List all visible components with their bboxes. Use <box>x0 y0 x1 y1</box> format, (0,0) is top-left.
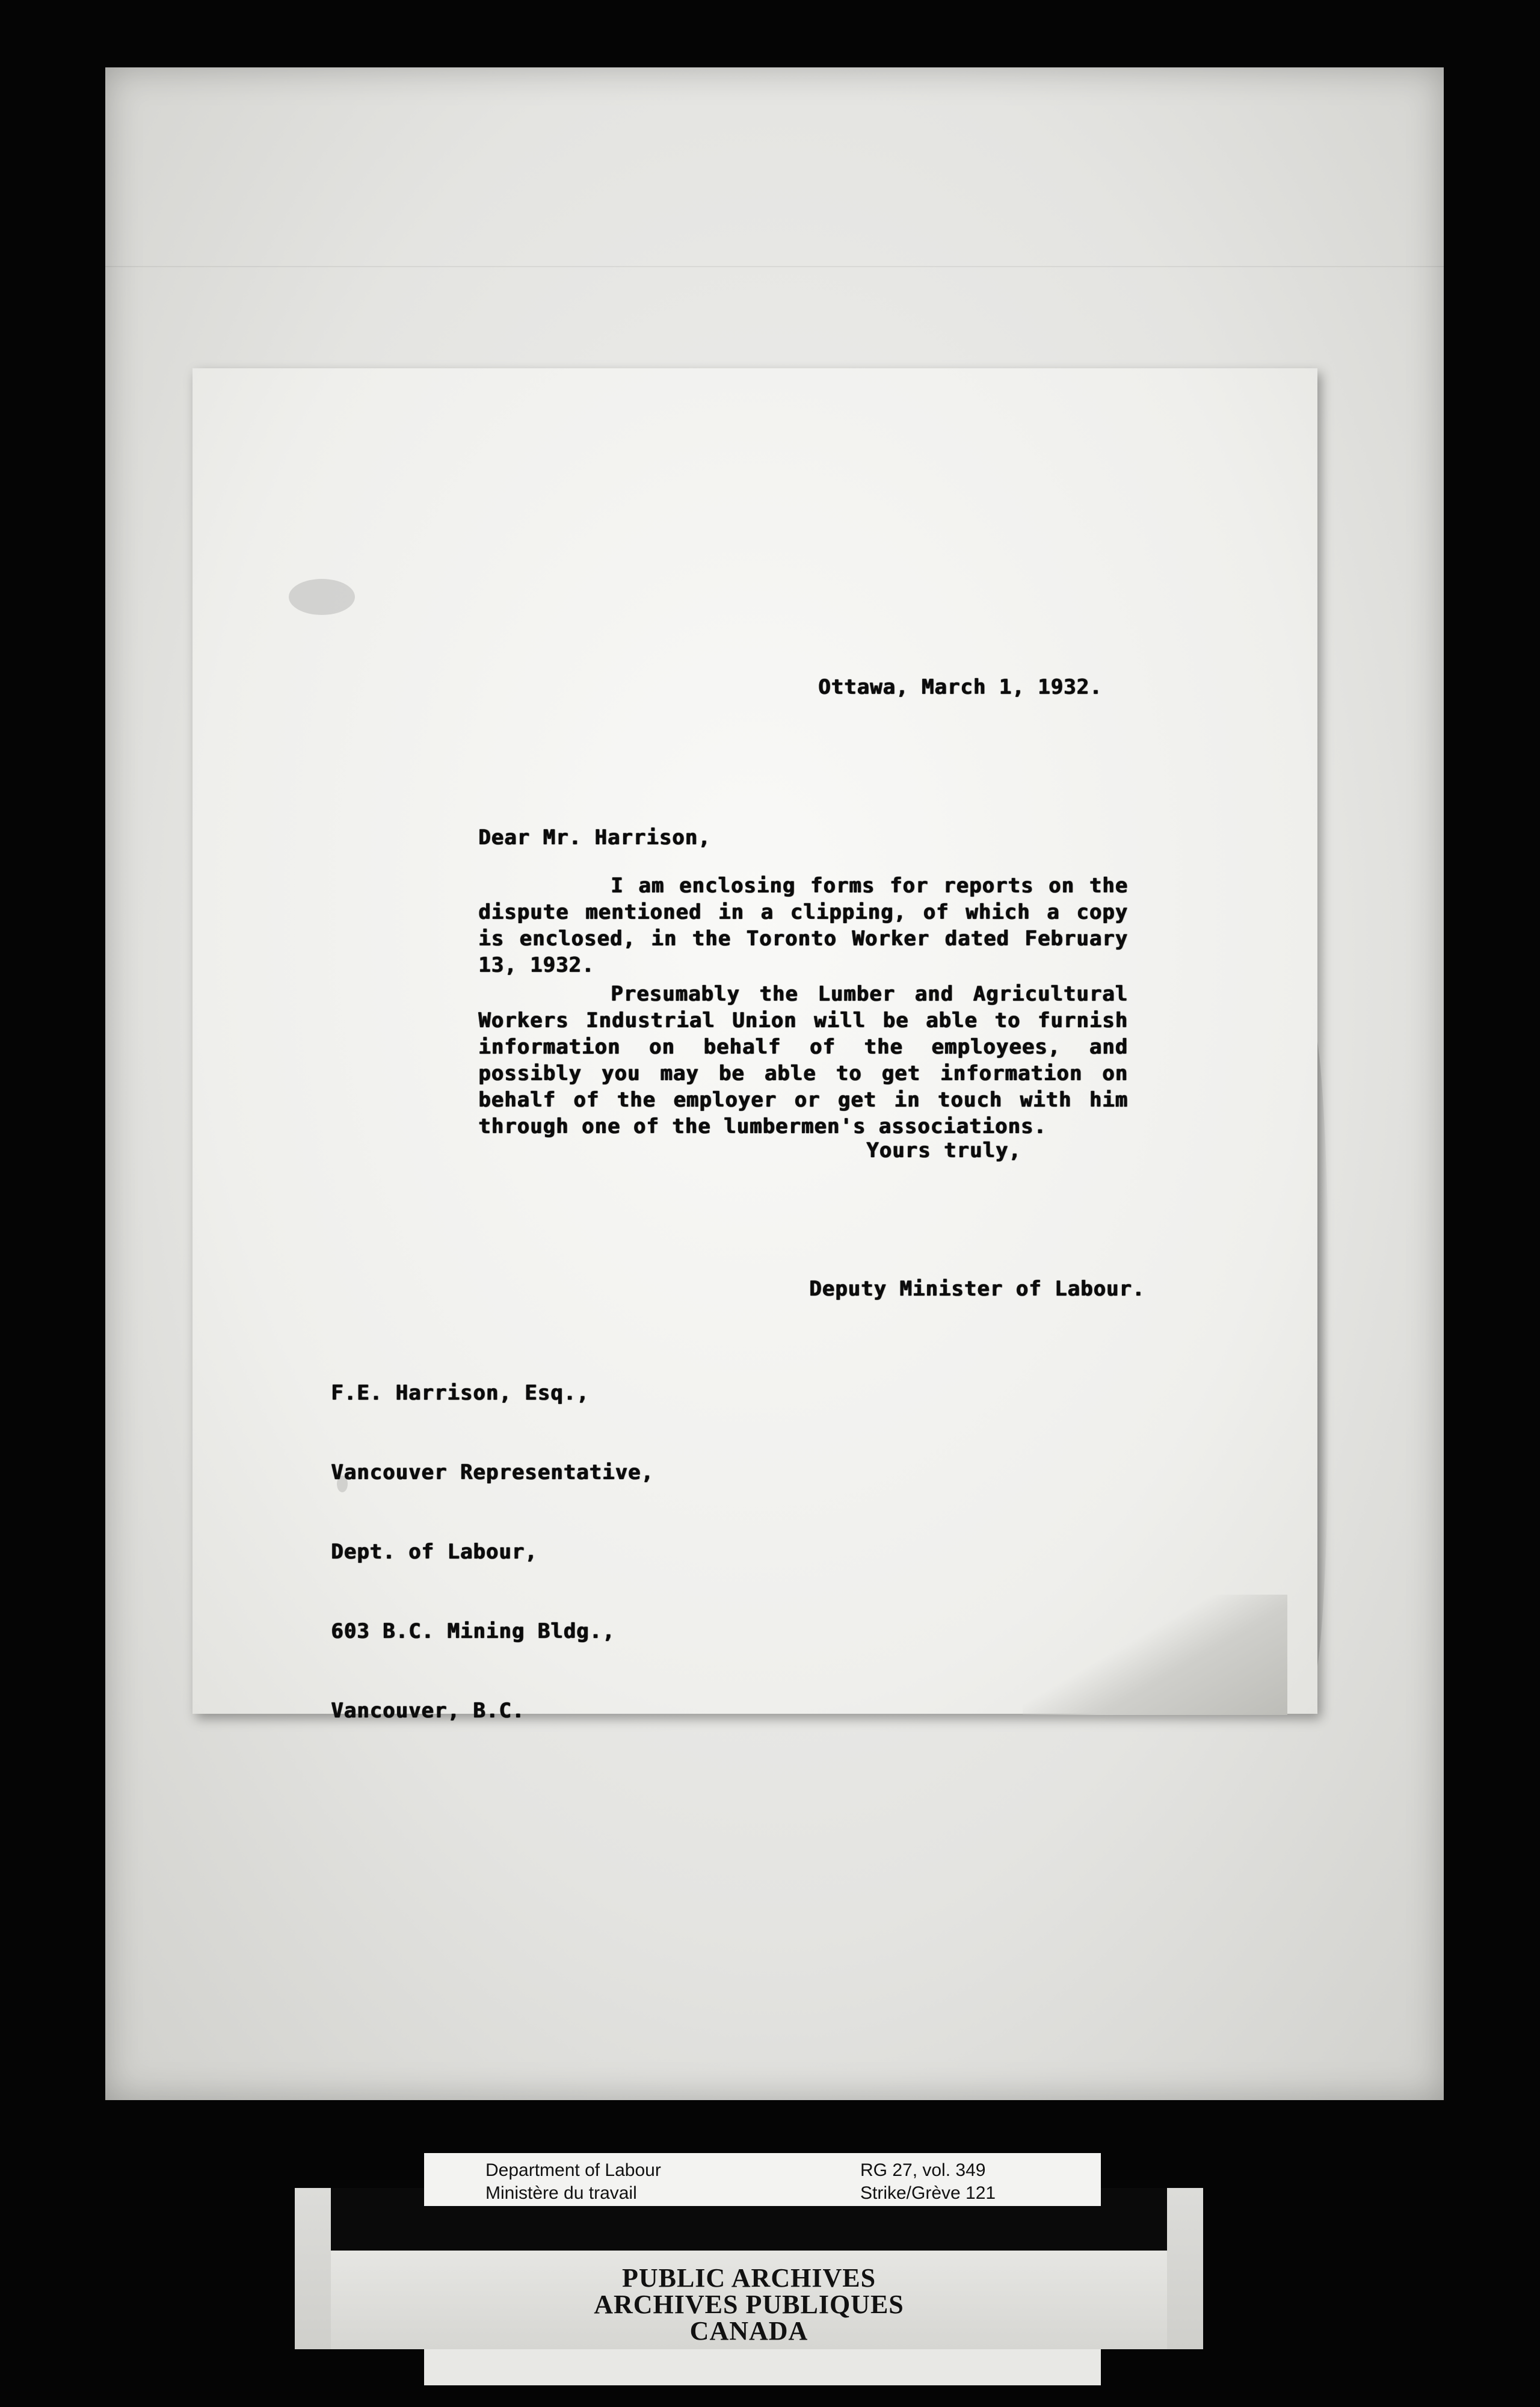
letter-signature: Deputy Minister of Labour. <box>809 1277 1145 1301</box>
address-line: Dept. of Labour, <box>331 1540 538 1564</box>
address-line: Vancouver, B.C. <box>331 1699 525 1723</box>
label-bottom-strip <box>424 2349 1101 2385</box>
file-number: Strike/Grève 121 <box>860 2183 996 2203</box>
letter-paragraph: Presumably the Lumber and Agricultural Workers Industrial Union will be able to furnish information on behalf of the employees, and possibly you may be able to get information on behalf of the employer or get in touch with him through one of the lumbermen's associations. <box>478 982 1128 1139</box>
paper-stain <box>289 579 355 615</box>
address-line: Vancouver Representative, <box>331 1460 654 1485</box>
archives-line: CANADA <box>689 2316 808 2346</box>
letter-closing: Yours truly, <box>866 1139 1021 1163</box>
department-en: Department of Labour <box>485 2160 661 2180</box>
address-line: 603 B.C. Mining Bldg., <box>331 1619 615 1643</box>
reference-number: RG 27, vol. 349 <box>860 2160 986 2180</box>
archives-line: ARCHIVES PUBLIQUES <box>594 2290 904 2319</box>
recipient-address <box>331 1327 654 1750</box>
archive-bracket <box>295 2188 1203 2349</box>
record-reference <box>860 2159 996 2205</box>
archives-line: PUBLIC ARCHIVES <box>621 2263 876 2293</box>
letter-paragraph: I am enclosing forms for reports on the dispute mentioned in a clipping, of which a copy is enclosed, in the Toronto Worker dated February 13, 1932. <box>478 874 1128 977</box>
archive-label-card <box>424 2153 1101 2206</box>
department-name <box>485 2159 661 2205</box>
archives-stamp <box>295 2265 1203 2344</box>
letter-salutation: Dear Mr. Harrison, <box>478 826 711 850</box>
department-fr: Ministère du travail <box>485 2183 637 2203</box>
letter-date: Ottawa, March 1, 1932. <box>818 675 1103 699</box>
address-line: F.E. Harrison, Esq., <box>331 1381 590 1405</box>
